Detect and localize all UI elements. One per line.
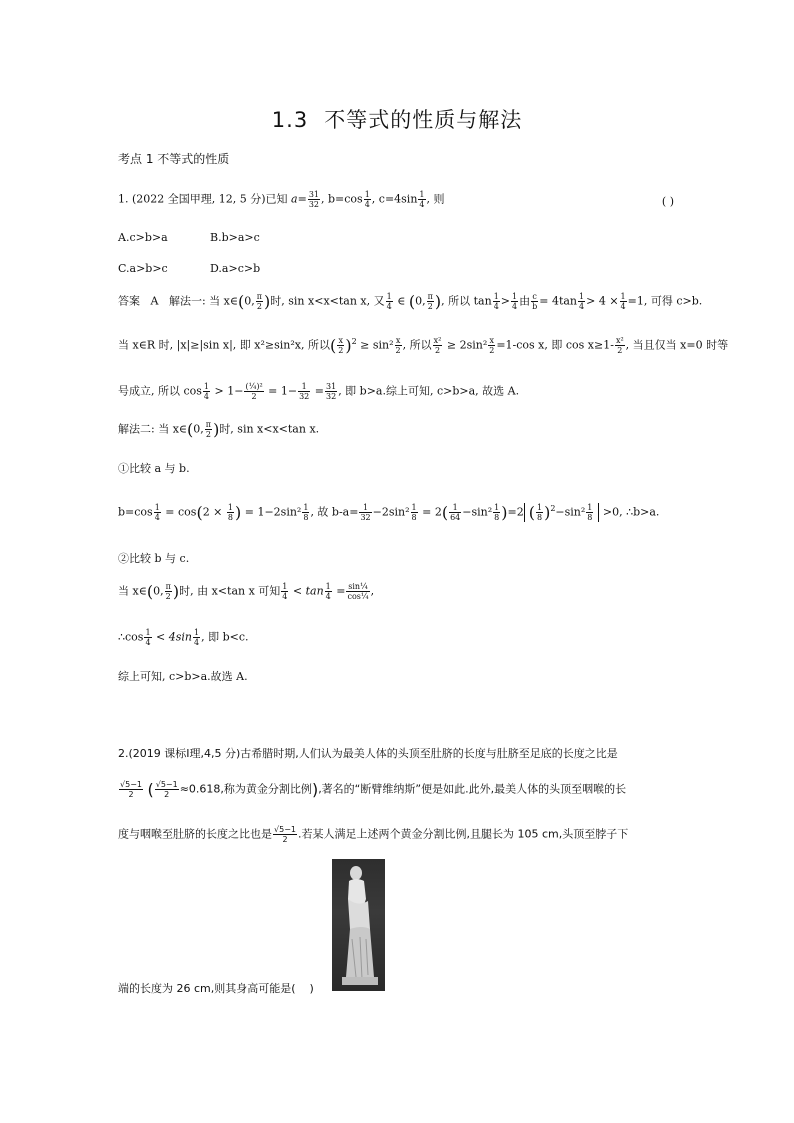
option-a: A.c>b>a	[118, 231, 168, 244]
q2-line1: 2.(2019 课标Ⅰ理,4,5 分)古希腊时期,人们认为最美人体的头顶至肚脐的长度与肚脐至足底的长度之比是	[118, 747, 618, 760]
section-number: 1.3	[271, 108, 309, 132]
solution1-line2: 当 x∈R 时, |x|≥|sin x|, 即 x²≥sin²x, 所以( $\frac{x}{2}$ )$^2$ ≥ sin² $\frac{x}{2}$ , 所以 $\frac{\text{x²}}{2}$ ≥ 2sin² $\frac{x}{2}$ =1-cos x, 即 cos x≥1- $\frac{\text{x²}}{2}$ , 当且仅当 x=0 时等	[118, 336, 729, 355]
solution1-line3: 号成立, 所以 cos $\frac{1}{4}$ > 1− $\frac{\text{(¼)²}}{2}$ = 1− $\frac{1}{32}$ = $\frac{31}{32}$ , 即 b>a.综上可知, c>b>a, 故选 A.	[118, 382, 520, 401]
venus-statue-image	[332, 859, 385, 991]
solution2-conclusion: 综上可知, c>b>a.故选 A.	[118, 670, 248, 683]
answer-label: 答案	[118, 294, 140, 308]
solution2-line-cos: ∴cos $\frac{1}{4}$ < 4sin $\frac{1}{4}$ , 即 b<c.	[118, 628, 249, 647]
answer-letter: A	[150, 294, 159, 308]
option-b: B.b>a>c	[210, 231, 260, 244]
answer-paren: ( )	[661, 195, 674, 208]
compare-ab: ①比较 a 与 b.	[118, 462, 190, 475]
section-heading: 考点 1 不等式的性质	[118, 152, 230, 166]
compare-bc: ②比较 b 与 c.	[118, 552, 190, 565]
option-d: D.a>c>b	[210, 262, 261, 275]
solution2-intro: 解法二: 当 x∈(0, $\frac{\pi}{2}$ )时, sin x<x<tan x.	[118, 420, 320, 439]
solution2-line-ab: b=cos $\frac{1}{4}$ = cos(2 × $\frac{1}{8}$ ) = 1−2sin² $\frac{1}{8}$ , 故 b-a= $\frac{1}{32}$ −2sin² $\frac{1}{8}$ = 2( $\frac{1}{64}$ −sin² $\frac{1}{8}$ )=2 ( $\frac{1}{8}$ )$^2$−sin² $\frac{1}{8}$ >0, ∴b>a.	[118, 503, 660, 522]
answer-line: 答案 A 解法一: 当 x∈(0, $\frac{\pi}{2}$ )时, sin x<x<tan x, 又 $\frac{1}{4}$ ∈ (0, $\frac{\pi}{2}$ ), 所以 tan $\frac{1}{4}$ > $\frac{1}{4}$ 由 $\frac{c}{b}$ = 4tan $\frac{1}{4}$ > 4 × $\frac{1}{4}$ =1, 可得 c>b.	[118, 292, 703, 311]
q2-line4: 端的长度为 26 cm,则其身高可能是( )	[118, 982, 314, 995]
q2-line3: 度与咽喉至肚脐的长度之比也是 $\frac{√5-1}{2}$ .若某人满足上述两个黄金分割比例,且腿长为 105 cm,头顶至脖子下	[118, 825, 629, 844]
title-text: 不等式的性质与解法	[324, 108, 523, 132]
page-title	[0, 104, 794, 134]
q2-line2: $\frac{√5-1}{2}$ ( $\frac{√5-1}{2}$ ≈0.618,称为黄金分割比例),著名的“断臂维纳斯”便是如此.此外,最美人体的头顶至咽喉的长	[120, 780, 627, 799]
option-c: C.a>b>c	[118, 262, 168, 275]
q1-stem: 1. (2022 全国甲理, 12, 5 分)已知 a= $\frac{31}{32}$ , b=cos $\frac{1}{4}$ , c=4sin $\frac{1}{4}$ , 则	[118, 190, 445, 209]
solution2-line-bc: 当 x∈(0, $\frac{\pi}{2}$ )时, 由 x<tan x 可知 $\frac{1}{4}$ < tan $\frac{1}{4}$ = $\frac{\text{sin¼}}{\text{cos¼}}$ ,	[118, 582, 375, 601]
